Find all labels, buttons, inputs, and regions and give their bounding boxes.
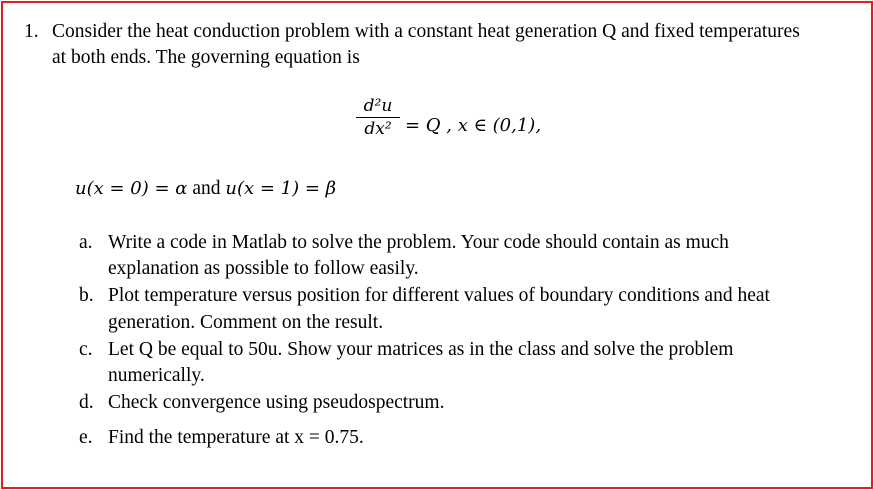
item-b-marker: b.: [79, 285, 94, 306]
problem-intro-line-1: Consider the heat conduction problem with a constant heat generation Q and fixed temperatures: [52, 21, 800, 42]
equation-fraction: [356, 96, 400, 139]
item-d-line-1: Check convergence using pseudospectrum.: [108, 392, 445, 413]
problem-number: 1.: [24, 21, 39, 42]
item-a-line-2: explanation as possible to follow easily.: [108, 258, 419, 279]
item-d-marker: d.: [79, 392, 94, 413]
boundary-right: u(x = 1) = β: [225, 178, 337, 199]
problem-intro-line-2: at both ends. The governing equation is: [52, 47, 360, 68]
item-a-line-1: Write a code in Matlab to solve the problem. Your code should contain as much: [108, 232, 729, 253]
boundary-left: u(x = 0) = α: [75, 178, 188, 199]
fraction-bar: [356, 117, 400, 118]
item-a-marker: a.: [79, 232, 93, 253]
equation-numerator: d²u: [363, 96, 393, 116]
equation-denominator: dx²: [364, 119, 392, 140]
boundary-and: and: [187, 178, 226, 199]
equation-rhs: = Q , x ∈ (0,1),: [405, 115, 542, 136]
boundary-conditions: [75, 176, 336, 202]
item-b-line-1: Plot temperature versus position for different values of boundary conditions and heat: [108, 285, 770, 306]
item-e-marker: e.: [79, 427, 93, 448]
item-b-line-2: generation. Comment on the result.: [108, 312, 384, 333]
item-c-line-2: numerically.: [108, 365, 205, 386]
item-c-marker: c.: [79, 339, 93, 360]
item-e-line-1: Find the temperature at x = 0.75.: [108, 427, 364, 448]
item-c-line-1: Let Q be equal to 50u. Show your matrices as in the class and solve the problem: [108, 339, 734, 360]
